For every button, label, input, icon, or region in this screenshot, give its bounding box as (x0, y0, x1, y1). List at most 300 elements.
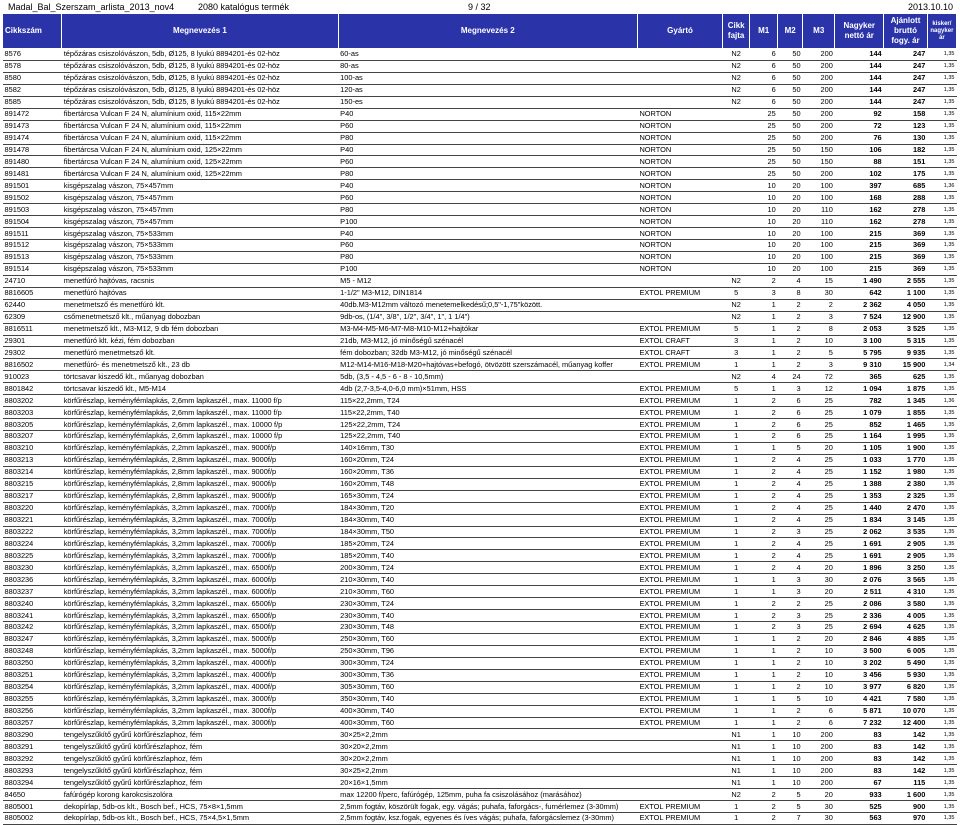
table-row (3, 383, 957, 395)
cell-m3: 30 (803, 813, 835, 825)
cell-gyarto: EXTOL PREMIUM (637, 359, 722, 371)
cell-megnevezes1: tépőzáras csiszolóvászon, 5db, Ø125, 8 lyukú 8894201-és 02-höz (62, 72, 338, 84)
cell-megnevezes1: fibertárcsa Vulcan F 24 N, alumínium oxid, 115×22mm (62, 120, 338, 132)
cell-gyarto: EXTOL PREMIUM (637, 681, 722, 693)
cell-szorzo: 1,35 (927, 60, 956, 72)
cell-szorzo: 1,35 (927, 550, 956, 562)
cell-megnevezes2: 40db.M3-M12mm változó menetemelkedésű;0,5"-1,75"között. (338, 299, 637, 311)
cell-cikkszam: 8801842 (3, 383, 62, 395)
cell-gyarto (637, 777, 722, 789)
cell-cikkszam: 8803205 (3, 419, 62, 431)
cell-szorzo: 1,35 (927, 120, 956, 132)
table-row (3, 251, 957, 263)
cell-cikkszam: 891503 (3, 204, 62, 216)
cell-megnevezes1: körfűrészlap, keményfémlapkás, 3,2mm lapkaszél., max. 7000f/p (62, 550, 338, 562)
cell-netto: 2 336 (835, 610, 884, 622)
cell-m3: 15 (803, 275, 835, 287)
cell-megnevezes2: P40 (338, 144, 637, 156)
cell-megnevezes1: körfűrészlap, keményfémlapkás, 3,2mm lapkaszél., max. 5000f/p (62, 633, 338, 645)
cell-gyarto: EXTOL PREMIUM (637, 478, 722, 490)
cell-szorzo: 1,36 (927, 395, 956, 407)
cell-cikkszam: 8803202 (3, 395, 62, 407)
table-row (3, 156, 957, 168)
cell-m2: 50 (778, 96, 803, 108)
cell-m1: 10 (750, 180, 778, 192)
cell-netto: 1 079 (835, 407, 884, 419)
cell-gyarto (637, 60, 722, 72)
cell-szorzo: 1,35 (927, 371, 956, 383)
cell-szorzo: 1,35 (927, 777, 956, 789)
cell-brutto: 1 855 (884, 407, 928, 419)
cell-m3: 30 (803, 801, 835, 813)
cell-m1: 1 (750, 657, 778, 669)
cell-m3: 200 (803, 60, 835, 72)
cell-megnevezes1: körfűrészlap, keményfémlapkás, 2,6mm lapkaszél., max. 10000 f/p (62, 419, 338, 431)
cell-megnevezes2: 30×20×2,2mm (338, 753, 637, 765)
cell-m2: 10 (778, 729, 803, 741)
cell-megnevezes2: 2,5mm fogtáv, köszörült fogak, egy. vágás; puhafa, faforgács-, furnérlemez (3-30mm) (338, 801, 637, 813)
cell-gyarto (637, 299, 722, 311)
cell-szorzo: 1,35 (927, 669, 956, 681)
cell-brutto: 1 995 (884, 431, 928, 443)
cell-m1: 1 (750, 765, 778, 777)
cell-m1: 2 (750, 514, 778, 526)
col-header-m2: M2 (778, 14, 803, 49)
cell-brutto: 278 (884, 216, 928, 228)
cell-gyarto: EXTOL PREMIUM (637, 598, 722, 610)
cell-megnevezes1: fibertárcsa Vulcan F 24 N, alumínium oxid, 125×22mm (62, 156, 338, 168)
cell-m3: 10 (803, 657, 835, 669)
cell-megnevezes1: körfűrészlap, keményfémlapkás, 2,6mm lapkaszél., max. 11000 f/p (62, 407, 338, 419)
cell-netto: 102 (835, 168, 884, 180)
table-row (3, 287, 957, 299)
cell-m3: 25 (803, 490, 835, 502)
cell-m3: 200 (803, 72, 835, 84)
cell-m1: 6 (750, 49, 778, 61)
cell-cikkszam: 8816502 (3, 359, 62, 371)
cell-cikkfajta: 1 (723, 633, 750, 645)
cell-m3: 200 (803, 108, 835, 120)
table-row (3, 371, 957, 383)
cell-m1: 1 (750, 753, 778, 765)
cell-brutto: 10 070 (884, 705, 928, 717)
cell-megnevezes2: 140×16mm, T30 (338, 442, 637, 454)
cell-megnevezes2: P60 (338, 120, 637, 132)
cell-szorzo: 1,35 (927, 610, 956, 622)
cell-m3: 25 (803, 466, 835, 478)
cell-gyarto: EXTOL PREMIUM (637, 502, 722, 514)
cell-m1: 2 (750, 431, 778, 443)
cell-megnevezes1: körfűrészlap, keményfémlapkás, 3,2mm lapkaszél., max. 6500f/p (62, 598, 338, 610)
cell-m2: 20 (778, 192, 803, 204)
cell-brutto: 6 820 (884, 681, 928, 693)
cell-cikkfajta: 1 (723, 442, 750, 454)
cell-szorzo: 1,35 (927, 156, 956, 168)
cell-cikkfajta (723, 168, 750, 180)
cell-cikkszam: 8803251 (3, 669, 62, 681)
cell-netto: 2 511 (835, 586, 884, 598)
cell-cikkszam: 8816511 (3, 323, 62, 335)
cell-szorzo: 1,35 (927, 454, 956, 466)
cell-cikkfajta: 1 (723, 502, 750, 514)
cell-megnevezes2: 400×30mm, T40 (338, 705, 637, 717)
cell-megnevezes2: P40 (338, 108, 637, 120)
cell-m3: 25 (803, 407, 835, 419)
cell-brutto: 4 005 (884, 610, 928, 622)
cell-cikkszam: 891472 (3, 108, 62, 120)
cell-m1: 1 (750, 645, 778, 657)
cell-cikkfajta: 1 (723, 693, 750, 705)
cell-cikkfajta: 1 (723, 478, 750, 490)
cell-megnevezes1: körfűrészlap, keményfémlapkás, 3,2mm lapkaszél., max. 3000f/p (62, 705, 338, 717)
cell-szorzo: 1,35 (927, 741, 956, 753)
cell-brutto: 1 900 (884, 442, 928, 454)
table-row (3, 299, 957, 311)
table-row (3, 622, 957, 634)
cell-megnevezes1: menetfúró hajtóvas, racsnis (62, 275, 338, 287)
cell-megnevezes2: 125×22,2mm, T40 (338, 431, 637, 443)
table-row (3, 216, 957, 228)
cell-m3: 25 (803, 395, 835, 407)
cell-m1: 4 (750, 371, 778, 383)
cell-cikkfajta: N2 (723, 311, 750, 323)
cell-brutto: 369 (884, 228, 928, 240)
table-row (3, 753, 957, 765)
cell-m2: 4 (778, 502, 803, 514)
table-row (3, 681, 957, 693)
page-header (0, 0, 960, 13)
cell-brutto: 278 (884, 204, 928, 216)
cell-m1: 1 (750, 681, 778, 693)
cell-cikkfajta: 1 (723, 681, 750, 693)
cell-m3: 100 (803, 251, 835, 263)
cell-megnevezes2: 4db (2,7-3,5-4,0-6,0 mm)×51mm, HSS (338, 383, 637, 395)
table-row (3, 765, 957, 777)
cell-megnevezes2: 210×30mm, T40 (338, 574, 637, 586)
cell-netto: 1 896 (835, 562, 884, 574)
cell-m2: 4 (778, 550, 803, 562)
col-header-szorzo: kisker/ nagyker ár (927, 14, 956, 49)
cell-cikkszam: 8803293 (3, 765, 62, 777)
cell-cikkfajta: 1 (723, 419, 750, 431)
cell-m1: 2 (750, 622, 778, 634)
cell-m2: 2 (778, 347, 803, 359)
cell-m3: 20 (803, 586, 835, 598)
table-row (3, 466, 957, 478)
cell-brutto: 1 980 (884, 466, 928, 478)
cell-brutto: 1 465 (884, 419, 928, 431)
cell-m3: 25 (803, 622, 835, 634)
cell-m3: 100 (803, 228, 835, 240)
cell-szorzo: 1,35 (927, 526, 956, 538)
cell-megnevezes1: menetfúró- és menetmetsző klt., 23 db (62, 359, 338, 371)
cell-megnevezes1: körfűrészlap, keményfémlapkás, 2,8mm lapkaszél., max. 9000f/p (62, 490, 338, 502)
cell-szorzo: 1,35 (927, 633, 956, 645)
cell-cikkszam: 910023 (3, 371, 62, 383)
cell-cikkszam: 62309 (3, 311, 62, 323)
cell-m1: 10 (750, 192, 778, 204)
cell-szorzo: 1,35 (927, 168, 956, 180)
document-date: 2013.10.10 (908, 2, 954, 12)
cell-netto: 1 353 (835, 490, 884, 502)
cell-megnevezes2: 230×30mm, T48 (338, 622, 637, 634)
cell-m2: 2 (778, 335, 803, 347)
cell-cikkfajta: 5 (723, 287, 750, 299)
cell-cikkfajta: 1 (723, 395, 750, 407)
col-header-cikkszam: Cikkszám (3, 14, 62, 49)
cell-m1: 2 (750, 610, 778, 622)
table-row (3, 729, 957, 741)
cell-szorzo: 1,34 (927, 359, 956, 371)
cell-megnevezes1: tengelyszűkítő gyűrű körfűrészlaphoz, fém (62, 777, 338, 789)
catalog-label: 2080 katalógus termék (198, 2, 290, 12)
cell-szorzo: 1,35 (927, 442, 956, 454)
cell-cikkszam: 8803291 (3, 741, 62, 753)
cell-megnevezes1: körfűrészlap, keményfémlapkás, 3,2mm lapkaszél., max. 6500f/p (62, 622, 338, 634)
table-row (3, 263, 957, 275)
cell-m2: 3 (778, 610, 803, 622)
cell-cikkszam: 8803213 (3, 454, 62, 466)
table-row (3, 645, 957, 657)
cell-szorzo: 1,35 (927, 466, 956, 478)
cell-m2: 20 (778, 240, 803, 252)
cell-gyarto: EXTOL CRAFT (637, 347, 722, 359)
cell-m1: 6 (750, 72, 778, 84)
cell-cikkfajta: N1 (723, 729, 750, 741)
cell-m3: 200 (803, 777, 835, 789)
cell-brutto: 4 625 (884, 622, 928, 634)
cell-m3: 110 (803, 216, 835, 228)
cell-cikkszam: 29302 (3, 347, 62, 359)
cell-m3: 3 (803, 311, 835, 323)
cell-brutto: 3 535 (884, 526, 928, 538)
table-row (3, 323, 957, 335)
table-row (3, 120, 957, 132)
cell-brutto: 2 555 (884, 275, 928, 287)
cell-brutto: 15 900 (884, 359, 928, 371)
cell-brutto: 9 935 (884, 347, 928, 359)
cell-netto: 1 440 (835, 502, 884, 514)
cell-megnevezes1: körfűrészlap, keményfémlapkás, 3,2mm lapkaszél., max. 7000f/p (62, 514, 338, 526)
cell-cikkszam: 891514 (3, 263, 62, 275)
cell-megnevezes2: 230×30mm, T40 (338, 610, 637, 622)
cell-megnevezes1: törtcsavar kiszedő klt., M5-M14 (62, 383, 338, 395)
cell-megnevezes2: 184×30mm, T20 (338, 502, 637, 514)
col-header-m1: M1 (750, 14, 778, 49)
cell-megnevezes1: körfűrészlap, keményfémlapkás, 2,8mm lapkaszél., max. 9000f/p (62, 454, 338, 466)
cell-m1: 2 (750, 538, 778, 550)
cell-szorzo: 1,35 (927, 251, 956, 263)
cell-megnevezes2: 305×30mm, T60 (338, 681, 637, 693)
cell-cikkszam: 8803257 (3, 717, 62, 729)
cell-megnevezes1: körfűrészlap, keményfémlapkás, 2,8mm lapkaszél., max. 9000f/p (62, 466, 338, 478)
table-row (3, 240, 957, 252)
col-header-megnevezes1: Megnevezés 1 (62, 14, 338, 49)
cell-m1: 2 (750, 478, 778, 490)
cell-m2: 2 (778, 311, 803, 323)
cell-brutto: 970 (884, 813, 928, 825)
cell-cikkfajta: 1 (723, 801, 750, 813)
cell-cikkszam: 8580 (3, 72, 62, 84)
cell-gyarto: EXTOL PREMIUM (637, 442, 722, 454)
cell-megnevezes2: max 12200 f/perc, fafúrógép, 125mm, puha fa csiszolásához (marásához) (338, 789, 637, 801)
cell-megnevezes1: csőmenetmetsző klt., műanyag dobozban (62, 311, 338, 323)
cell-gyarto (637, 753, 722, 765)
cell-m1: 10 (750, 216, 778, 228)
cell-cikkfajta: 1 (723, 550, 750, 562)
cell-m3: 200 (803, 84, 835, 96)
cell-megnevezes1: körfűrészlap, keményfémlapkás, 3,2mm lapkaszél., max. 5000f/p (62, 645, 338, 657)
cell-cikkfajta (723, 192, 750, 204)
cell-m2: 2 (778, 359, 803, 371)
cell-cikkszam: 8803248 (3, 645, 62, 657)
cell-netto: 83 (835, 765, 884, 777)
cell-megnevezes2: 210×30mm, T60 (338, 586, 637, 598)
cell-cikkszam: 8803220 (3, 502, 62, 514)
cell-szorzo: 1,35 (927, 765, 956, 777)
cell-gyarto: EXTOL PREMIUM (637, 466, 722, 478)
cell-netto: 7 524 (835, 311, 884, 323)
cell-gyarto: NORTON (637, 144, 722, 156)
cell-m2: 50 (778, 144, 803, 156)
table-row (3, 60, 957, 72)
cell-cikkszam: 891481 (3, 168, 62, 180)
table-row (3, 789, 957, 801)
cell-megnevezes1: tengelyszűkítő gyűrű körfűrészlaphoz, fém (62, 765, 338, 777)
cell-szorzo: 1,35 (927, 407, 956, 419)
cell-szorzo: 1,35 (927, 729, 956, 741)
cell-m3: 100 (803, 263, 835, 275)
cell-netto: 2 694 (835, 622, 884, 634)
cell-cikkfajta: N2 (723, 275, 750, 287)
cell-megnevezes2: 250×30mm, T60 (338, 633, 637, 645)
cell-m1: 1 (750, 335, 778, 347)
cell-megnevezes2: 115×22,2mm, T40 (338, 407, 637, 419)
cell-m2: 6 (778, 407, 803, 419)
cell-cikkfajta: N1 (723, 753, 750, 765)
cell-brutto: 247 (884, 84, 928, 96)
cell-cikkszam: 8803294 (3, 777, 62, 789)
cell-brutto: 12 900 (884, 311, 928, 323)
cell-m2: 3 (778, 586, 803, 598)
table-row (3, 359, 957, 371)
cell-megnevezes1: fafúrógép korong karokcsiszolóra (62, 789, 338, 801)
cell-netto: 1 490 (835, 275, 884, 287)
col-header-gyarto: Gyártó (637, 14, 722, 49)
cell-szorzo: 1,35 (927, 514, 956, 526)
table-row (3, 419, 957, 431)
cell-cikkszam: 8803237 (3, 586, 62, 598)
cell-gyarto: NORTON (637, 108, 722, 120)
table-row (3, 705, 957, 717)
cell-cikkszam: 8803255 (3, 693, 62, 705)
cell-megnevezes2: 300×30mm, T24 (338, 657, 637, 669)
cell-cikkfajta: 1 (723, 705, 750, 717)
cell-gyarto: EXTOL PREMIUM (637, 669, 722, 681)
cell-brutto: 3 525 (884, 323, 928, 335)
cell-megnevezes2: 5db, (3,5 - 4,5 - 6 - 8 - 10,5mm) (338, 371, 637, 383)
cell-megnevezes2: 184×30mm, T50 (338, 526, 637, 538)
cell-megnevezes1: tépőzáras csiszolóvászon, 5db, Ø125, 8 lyukú 8894201-és 02-höz (62, 60, 338, 72)
cell-netto: 67 (835, 777, 884, 789)
cell-brutto: 6 005 (884, 645, 928, 657)
cell-brutto: 123 (884, 120, 928, 132)
cell-megnevezes1: dekopírlap, 5db-os klt., Bosch bef., HCS, 75×8×1,5mm (62, 801, 338, 813)
cell-cikkfajta: 3 (723, 347, 750, 359)
table-row (3, 275, 957, 287)
cell-szorzo: 1,35 (927, 431, 956, 443)
col-header-brutto: Ajánlott bruttó fogy. ár (884, 14, 928, 49)
cell-gyarto (637, 275, 722, 287)
cell-netto: 106 (835, 144, 884, 156)
cell-m2: 2 (778, 598, 803, 610)
cell-m1: 25 (750, 156, 778, 168)
cell-brutto: 247 (884, 96, 928, 108)
cell-szorzo: 1,35 (927, 240, 956, 252)
cell-m1: 25 (750, 168, 778, 180)
table-header-row (3, 14, 957, 49)
cell-megnevezes1: körfűrészlap, keményfémlapkás, 3,2mm lapkaszél., max. 3000f/p (62, 693, 338, 705)
table-row (3, 586, 957, 598)
cell-m1: 10 (750, 240, 778, 252)
cell-m2: 3 (778, 574, 803, 586)
cell-m2: 50 (778, 60, 803, 72)
cell-m2: 4 (778, 466, 803, 478)
cell-brutto: 288 (884, 192, 928, 204)
col-header-megnevezes2: Megnevezés 2 (338, 14, 637, 49)
cell-szorzo: 1,35 (927, 657, 956, 669)
cell-megnevezes2: 2,5mm fogtáv, ksz.fogak, egyenes és íves vágás; puhafa, faforgácslemez (3-30mm) (338, 813, 637, 825)
cell-szorzo: 1,35 (927, 275, 956, 287)
cell-szorzo: 1,35 (927, 562, 956, 574)
table-row (3, 431, 957, 443)
cell-cikkszam: 8803290 (3, 729, 62, 741)
cell-szorzo: 1,35 (927, 717, 956, 729)
cell-szorzo: 1,35 (927, 72, 956, 84)
cell-m3: 25 (803, 598, 835, 610)
cell-m3: 25 (803, 454, 835, 466)
cell-m3: 3 (803, 359, 835, 371)
cell-megnevezes1: körfűrészlap, keményfémlapkás, 3,2mm lapkaszél., max. 3000f/p (62, 717, 338, 729)
cell-m3: 20 (803, 442, 835, 454)
cell-szorzo: 1,35 (927, 490, 956, 502)
cell-brutto: 142 (884, 729, 928, 741)
table-row (3, 741, 957, 753)
cell-m3: 100 (803, 192, 835, 204)
cell-m1: 2 (750, 407, 778, 419)
cell-m3: 10 (803, 669, 835, 681)
cell-megnevezes2: fém dobozban; 32db M3-M12, jó minőségű szénacél (338, 347, 637, 359)
table-row (3, 192, 957, 204)
cell-cikkfajta: 1 (723, 431, 750, 443)
cell-megnevezes2: 350×30mm, T40 (338, 693, 637, 705)
cell-megnevezes1: tengelyszűkítő gyűrű körfűrészlaphoz, fém (62, 729, 338, 741)
cell-m3: 72 (803, 371, 835, 383)
cell-brutto: 142 (884, 753, 928, 765)
cell-m2: 50 (778, 84, 803, 96)
cell-cikkszam: 8803242 (3, 622, 62, 634)
cell-szorzo: 1,35 (927, 49, 956, 61)
cell-cikkfajta: 1 (723, 514, 750, 526)
cell-megnevezes1: tépőzáras csiszolóvászon, 5db, Ø125, 8 lyukú 8894201-és 02-höz (62, 49, 338, 61)
cell-m3: 200 (803, 168, 835, 180)
cell-m1: 10 (750, 251, 778, 263)
cell-gyarto: EXTOL PREMIUM (637, 419, 722, 431)
cell-szorzo: 1,35 (927, 693, 956, 705)
col-header-netto: Nagyker nettó ár (835, 14, 884, 49)
cell-cikkszam: 8816605 (3, 287, 62, 299)
cell-m2: 10 (778, 765, 803, 777)
